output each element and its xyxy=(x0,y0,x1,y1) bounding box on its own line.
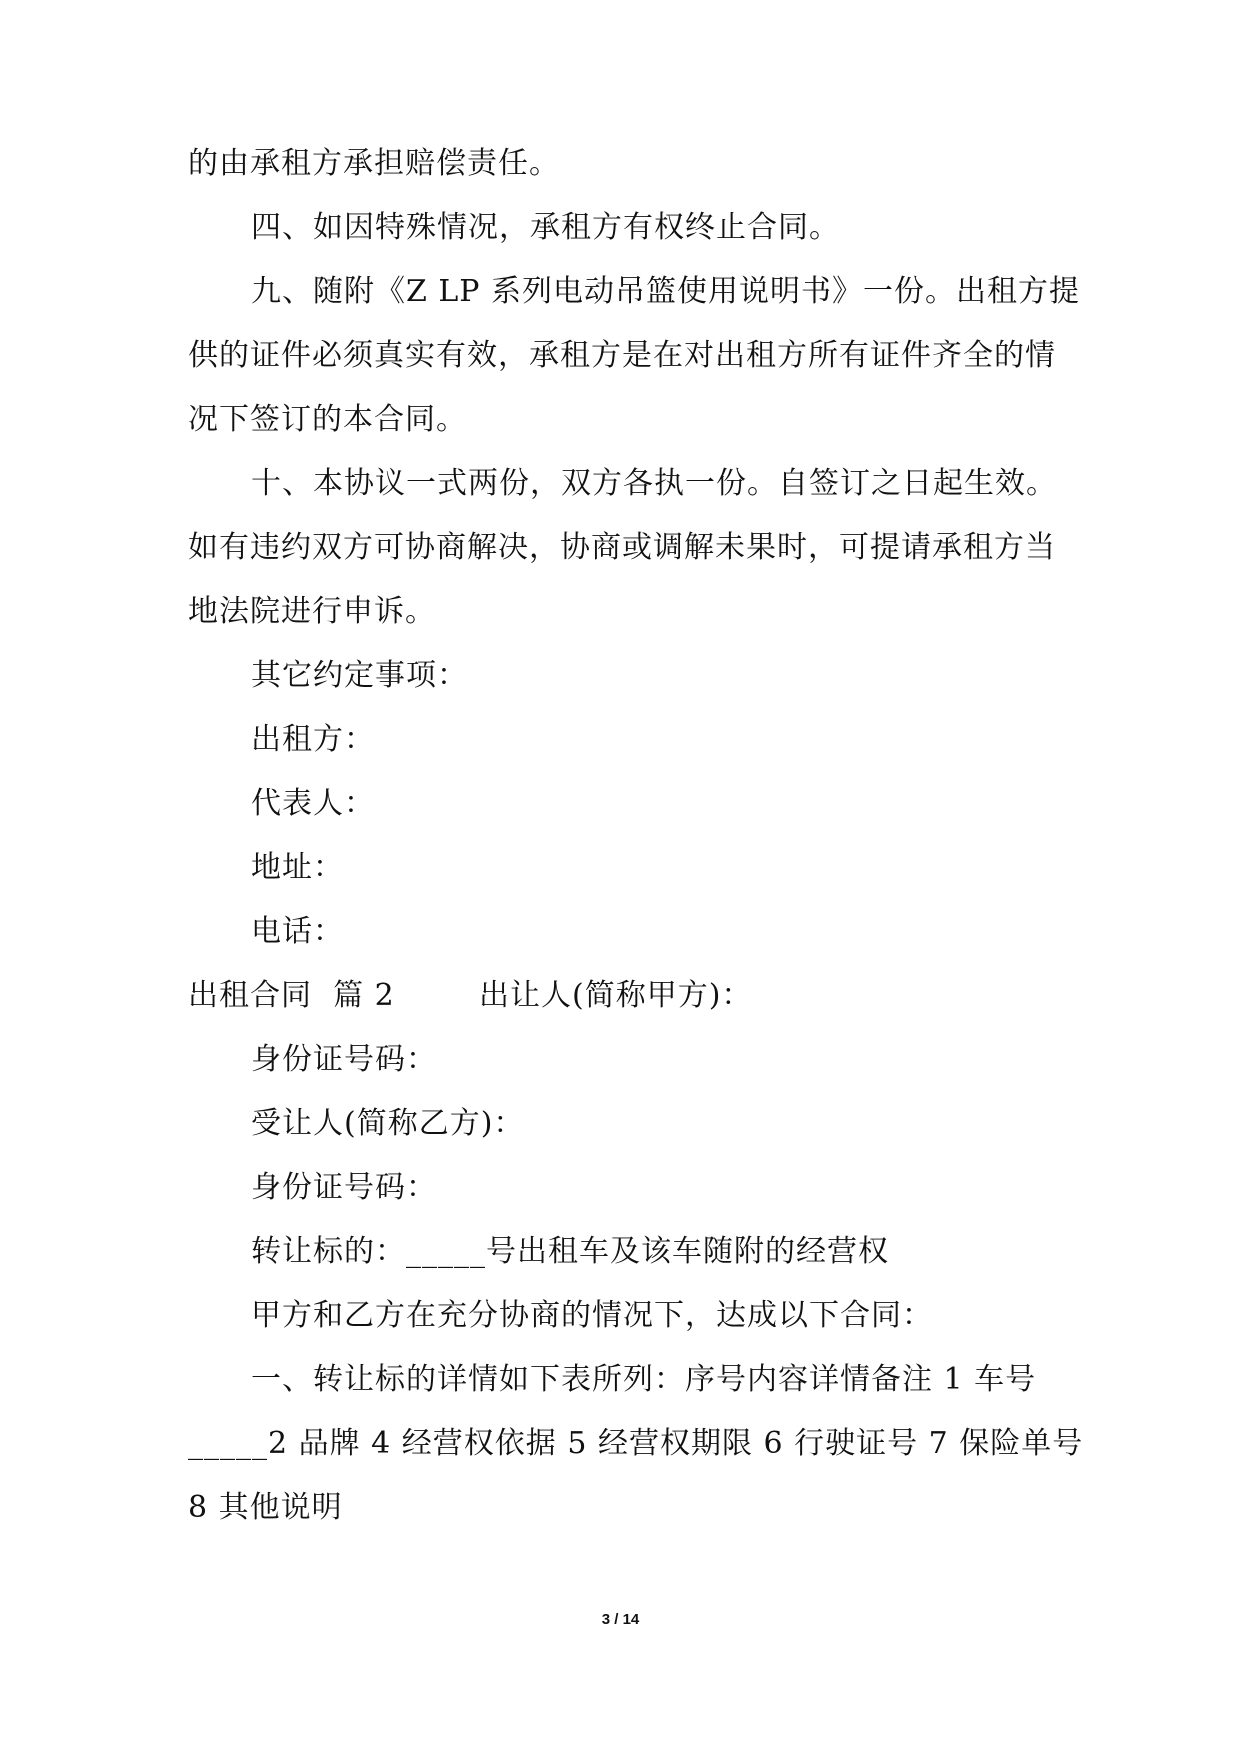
paragraph-line: 出租方： xyxy=(251,722,375,757)
paragraph-line: 代表人： xyxy=(251,786,375,821)
section-heading-line: 出租合同 篇 2 出让人(简称甲方)： xyxy=(188,978,753,1013)
paragraph-line: 况下签订的本合同。 xyxy=(188,402,467,437)
page-number: 3 / 14 xyxy=(601,1611,640,1628)
paragraph-line: 地法院进行申诉。 xyxy=(188,594,436,629)
paragraph-line: 8 其他说明 xyxy=(188,1490,343,1525)
paragraph-line: 如有违约双方可协商解决，协商或调解未果时，可提请承租方当 xyxy=(188,530,1056,565)
paragraph-line: 的由承租方承担赔偿责任。 xyxy=(188,146,560,181)
paragraph-line: 一、转让标的详情如下表所列：序号内容详情备注 1 车号 xyxy=(251,1362,1037,1397)
paragraph-line: 九、随附《Z LP 系列电动吊篮使用说明书》一份。出租方提 xyxy=(251,274,1081,309)
paragraph-line: _____2 品牌 4 经营权依据 5 经营权期限 6 行驶证号 7 保险单号 xyxy=(188,1426,1084,1461)
paragraph-line: 地址： xyxy=(251,850,344,885)
paragraph-line: 四、如因特殊情况，承租方有权终止合同。 xyxy=(251,210,840,245)
paragraph-line: 受让人(简称乙方)： xyxy=(251,1106,525,1141)
paragraph-line: 转让标的：_____号出租车及该车随附的经营权 xyxy=(251,1234,889,1269)
paragraph-line: 甲方和乙方在充分协商的情况下，达成以下合同： xyxy=(251,1298,933,1333)
paragraph-line: 其它约定事项： xyxy=(251,658,468,693)
paragraph-line: 身份证号码： xyxy=(251,1170,437,1205)
paragraph-line: 供的证件必须真实有效，承租方是在对出租方所有证件齐全的情 xyxy=(188,338,1056,373)
paragraph-line: 身份证号码： xyxy=(251,1042,437,1077)
paragraph-line: 十、本协议一式两份，双方各执一份。自签订之日起生效。 xyxy=(251,466,1057,501)
paragraph-line: 电话： xyxy=(251,914,344,949)
